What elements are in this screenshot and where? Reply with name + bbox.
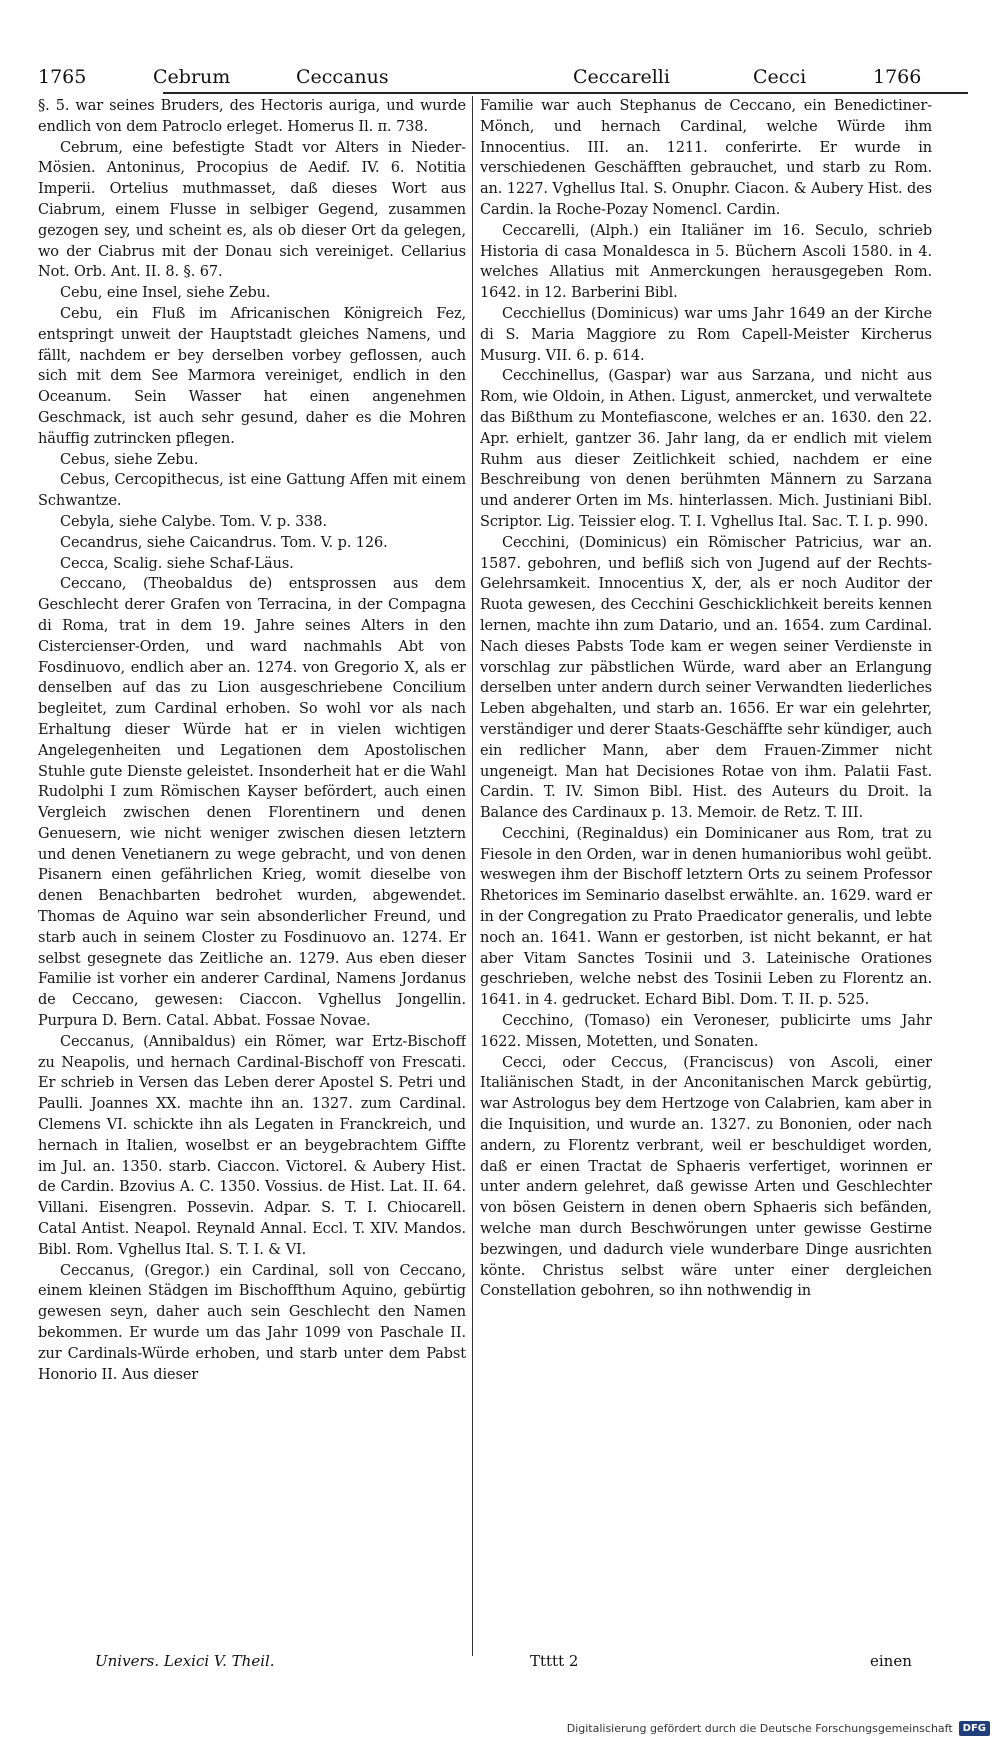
dfg-logo: DFG <box>959 1721 990 1736</box>
article-paragraph: Ceccano, (Theobaldus de) entsprossen aus dem Geschlecht derer Grafen von Terracina, in der Compagna di Roma, trat in dem 19. Jahre seines Alters in den Cistercienser-Orden, und ward nachmahls Abt von Fosdinuovo, endlich aber an. 1274. von Gregorio X, als er denselben auf das zu Lion ausgeschriebene Concilium begleitet, zum Cardinal erhoben. So wohl vor als nach Erhaltung dieser Würde hat er in vielen wichtigen Angelegenheiten und Legationen dem Apostolischen Stuhle gute Dienste geleistet. Insonderheit hat er die Wahl Rudolphi I zum Römischen Kayser befördert, auch einen Vergleich zwischen denen Florentinern und denen Genuesern, wie nicht weniger zwischen diesen letztern und denen Venetianern zu wege gebracht, und von denen Pisanern einen gefährlichen Krieg, womit dieselbe von denen Benachbarten bedrohet wurden, abgewendet. Thomas de Aquino war sein absonderlicher Freund, und starb auch in seinem Closter zu Fosdinuovo an. 1274. Er selbst gesegnete das Zeitliche an. 1279. Aus eben dieser Familie ist vorher ein anderer Cardinal, Namens Jordanus de Ceccano, gewesen: Ciaccon. Vghellus Jongellin. Purpura D. Bern. Catal. Abbat. Fossae Novae. <box>38 576 466 1030</box>
article-paragraph: Cebu, ein Fluß im Africanischen Königreich Fez, entspringt unweit der Hauptstadt gleiches Namens, und fällt, nachdem er bey derselben vorbey geflossen, auch sich mit dem See Marmora vereiniget, endlich in den Oceanum. Sein Wasser hat einen angenehmen Geschmack, ist auch sehr gesund, daher es die Mohren häuffig zutrincken pflegen. <box>38 305 466 447</box>
signature-volume: Univers. Lexici V. Theil. <box>95 1652 275 1670</box>
digitization-footer <box>0 1716 1000 1740</box>
running-head-ceccanus: Ceccanus <box>296 66 389 88</box>
article-paragraph: Cebus, Cercopithecus, ist eine Gattung Affen mit einem Schwantze. <box>38 472 466 510</box>
article-paragraph: §. 5. war seines Bruders, des Hectoris auriga, und wurde endlich von dem Patroclo erleget. Homerus Il. π. 738. <box>38 98 466 135</box>
column-divider <box>472 96 473 1656</box>
page-header <box>38 58 948 98</box>
article-paragraph: Familie war auch Stephanus de Ceccano, ein Benedictiner-Mönch, und hernach Cardinal, welche Würde ihm Innocentius. III. an. 1211. conferirte. Er wurde in verschiedenen Geschäfften gebrauchet, und starb zu Rom. an. 1227. Vghellus Ital. S. Onuphr. Ciacon. & Aubery Hist. des Cardin. la Roche-Pozay Nomencl. Cardin. <box>480 98 932 218</box>
article-paragraph: Cecchino, (Tomaso) ein Veroneser, publicirte ums Jahr 1622. Missen, Motetten, und Sonaten. <box>480 1013 932 1050</box>
article-paragraph: Ceccanus, (Annibaldus) ein Römer, war Ertz-Bischoff zu Neapolis, und hernach Cardinal-Bischoff von Frescati. Er schrieb in Versen das Leben derer Apostel S. Petri und Paulli. Joannes XX. machte ihn an. 1327. zum Cardinal. Clemens VI. schickte ihn als Legaten in Franckreich, und hernach in Italien, woselbst er an beygebrachtem Giffte im Jul. an. 1350. starb. Ciaccon. Victorel. & Aubery Hist. de Cardin. Bzovius A. C. 1350. Vossius. de Hist. Lat. II. 64. Villani. Eisengren. Possevin. Adpar. S. T. I. Chiocarell. Catal Antist. Neapol. Reynald Annal. Eccl. T. XIV. Mandos. Bibl. Rom. Vghellus Ital. S. T. I. & VI. <box>38 1033 466 1258</box>
article-paragraph: Cecandrus, siehe Caicandrus. Tom. V. p. 126. <box>60 534 388 551</box>
article-paragraph: Cebrum, eine befestigte Stadt vor Alters in Nieder-Mösien. Antoninus, Procopius de Aedif. IV. 6. Notitia Imperii. Ortelius muthmasset, daß dieses Wort aus Ciabrum, einem Flusse in selbiger Gegend, zusammen gezogen sey, und scheint es, als ob dieser Ort da gelegen, wo der Ciabrus mit der Donau sich vereiniget. Cellarius Not. Orb. Ant. II. 8. §. 67. <box>38 139 466 281</box>
right-column <box>480 96 932 1676</box>
article-paragraph: Cebu, eine Insel, siehe Zebu. <box>60 285 271 302</box>
article-paragraph: Ceccanus, (Gregor.) ein Cardinal, soll von Ceccano, einem kleinen Städgen im Bischoffthum Aquino, gebürtig gewesen seyn, daher auch sein Geschlecht den Namen bekommen. Er wurde um das Jahr 1099 von Paschale II. zur Cardinals-Würde erhoben, und starb unter dem Pabst Honorio II. Aus dieser <box>38 1262 466 1383</box>
footer-text: Digitalisierung gefördert durch die Deutsche Forschungsgemeinschaft <box>566 1721 953 1735</box>
signature-mark: Ttttt 2 <box>530 1652 579 1670</box>
left-column <box>38 96 466 1676</box>
article-paragraph: Ceccarelli, (Alph.) ein Italiäner im 16. Seculo, schrieb Historia di casa Monaldesca in 5. Büchern Ascoli 1580. in 4. welches Allatius mit Anmerckungen herausgegeben Rom. 1642. in 12. Barberini Bibl. <box>480 222 932 302</box>
running-head-cecci: Cecci <box>753 66 807 88</box>
page-number-right: 1766 <box>873 66 922 88</box>
article-paragraph: Cebus, siehe Zebu. <box>60 451 199 468</box>
running-head-cebrum: Cebrum <box>153 66 231 88</box>
article-paragraph: Cecchiellus (Dominicus) war ums Jahr 1649 an der Kirche di S. Maria Maggiore zu Rom Capell-Meister Kircherus Musurg. VII. 6. p. 614. <box>480 305 932 364</box>
article-paragraph: Cecchini, (Dominicus) ein Römischer Patricius, war an. 1587. gebohren, und befliß sich von Jugend auf der Rechts-Gelehrsamkeit. Innocentius X, der, als er noch Auditor der Ruota gewesen, des Cecchini Geschicklichkeit bereits kennen lernen, machte ihn zum Datario, und an. 1654. zum Cardinal. Nach dieses Pabsts Tode kam er wegen seiner Verdienste in vorschlag zur päbstlichen Würde, ward aber an Erlangung derselben unter andern durch seiner Verwandten liederliches Leben abgehalten, und starb an. 1656. Er war ein gelehrter, verständiger und derer Staats-Geschäffte sehr kündiger, auch ein redlicher Mann, aber dem Frauen-Zimmer nicht ungeneigt. Man hat Decisiones Rotae von ihm. Palatii Fast. Cardin. T. IV. Simon Bibl. Hist. des Auteurs du Droit. la Balance des Cardinaux p. 13. Memoir. de Retz. T. III. <box>480 534 932 822</box>
article-paragraph: Cecca, Scalig. siehe Schaf-Läus. <box>60 555 294 572</box>
article-paragraph: Cecchini, (Reginaldus) ein Dominicaner aus Rom, trat zu Fiesole in den Orden, war in denen humanioribus wohl geübt. weswegen ihm der Bischoff letztern Orts zu seinem Professor Rhetorices im Seminario daselbst erwählte. an. 1629. ward er in der Congregation zu Prato Praedicator generalis, und lebte noch an. 1641. Wann er gestorben, ist nicht bekannt, er hat aber Vitam Sanctes Tosinii und 3. Lateinische Orationes geschrieben, welche nebst des Tosinii Leben zu Florentz an. 1641. in 4. gedrucket. Echard Bibl. Dom. T. II. p. 525. <box>480 825 932 1009</box>
article-paragraph: Cecci, oder Ceccus, (Franciscus) von Ascoli, einer Italiänischen Stadt, in der Anconitanischen Marck gebürtig, war Astrologus bey dem Hertzoge von Calabrien, kam aber in die Inquisition, und wurde an. 1327. zu Bononien, oder nach andern, zu Florentz verbrant, weil er beschuldiget worden, daß er einen Tractat de Sphaeris verfertiget, worinnen er unter andern gelehret, daß gewisse Arten und Geschlechter von bösen Geistern in denen obern Sphaeris sich befänden, welche man durch Beschwörungen unter gewisse Gestirne bezwingen, und dadurch viele wunderbare Dinge ausrichten könte. Christus selbst wäre unter einer dergleichen Constellation gebohren, so ihn nothwendig in <box>480 1054 932 1300</box>
article-paragraph: Cecchinellus, (Gaspar) war aus Sarzana, und nicht aus Rom, wie Oldoin, in Athen. Ligust, anmercket, und verwaltete das Bißthum zu Montefiascone, welches er an. 1630. den 22. Apr. erhielt, gantzer 36. Jahr lang, da er endlich mit vielem Ruhm aus dieser Zeitlichkeit schied, nachdem er eine Beschreibung von denen berühmten Männern zu Sarzana und anderer Orten im Ms. hinterlassen. Mich. Justiniani Bibl. Scriptor. Lig. Teissier elog. T. I. Vghellus Ital. Sac. T. I. p. 990. <box>480 368 932 530</box>
article-paragraph: Cebyla, siehe Calybe. Tom. V. p. 338. <box>60 513 327 530</box>
catchword: einen <box>870 1652 912 1670</box>
header-rule <box>163 92 968 94</box>
page-number-left: 1765 <box>38 66 87 88</box>
running-head-ceccarelli: Ceccarelli <box>573 66 670 88</box>
